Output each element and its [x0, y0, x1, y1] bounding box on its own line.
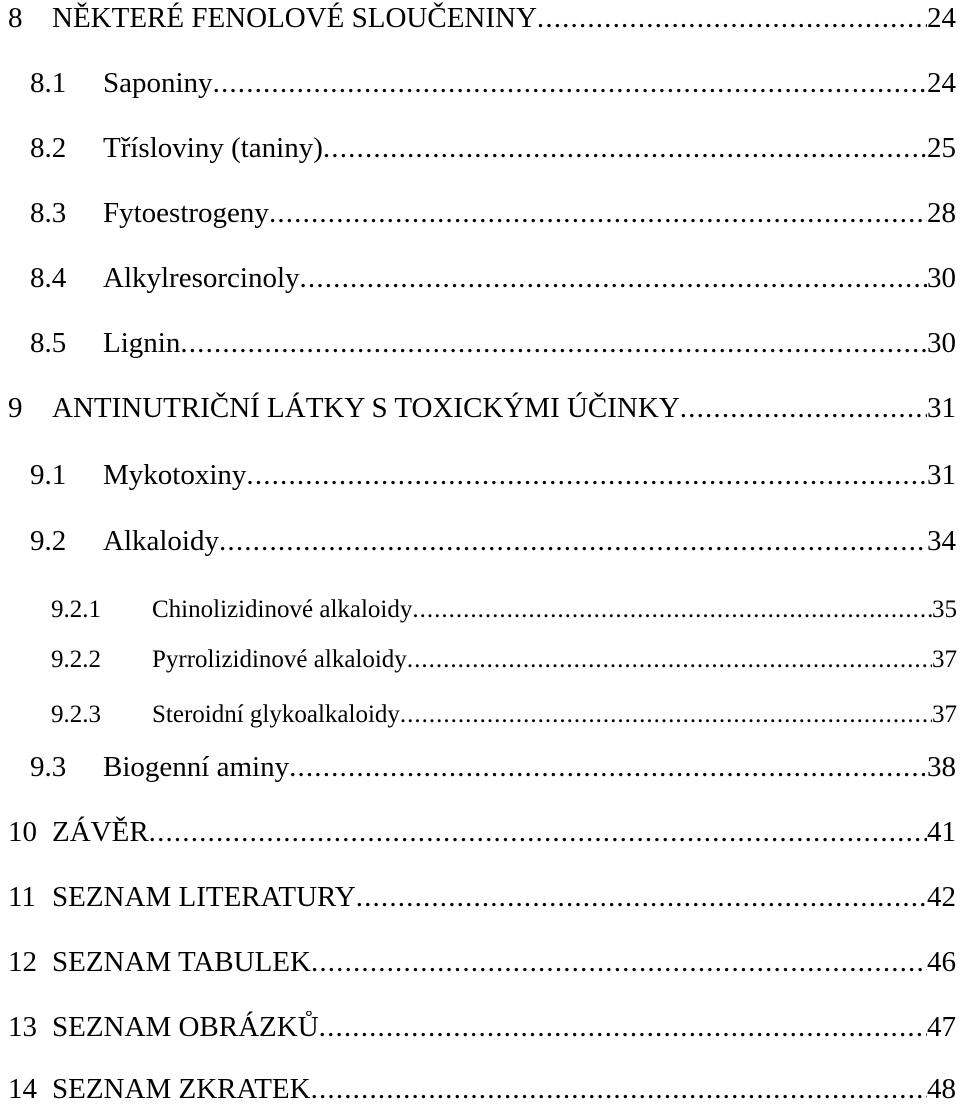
toc-entry-number: 9.3 — [30, 751, 67, 783]
toc-entry-13[interactable] — [0, 1011, 960, 1051]
toc-entry-title: ANTINUTRIČNÍ LÁTKY S TOXICKÝMI ÚČINKY — [52, 392, 680, 424]
toc-dot-leader — [319, 1011, 927, 1044]
toc-dot-leader — [407, 646, 932, 674]
toc-entry-8[interactable] — [0, 2, 960, 42]
toc-entry-page: 34 — [927, 525, 956, 557]
toc-dot-leader — [246, 459, 927, 492]
toc-entry-page: 25 — [927, 132, 956, 164]
toc-entry-8-4[interactable] — [0, 262, 960, 302]
toc-entry-page: 28 — [927, 197, 956, 229]
toc-entry-number: 8.1 — [30, 67, 67, 99]
toc-entry-title: Alkaloidy — [103, 525, 219, 557]
toc-entry-number: 10 — [8, 816, 37, 848]
toc-dot-leader — [400, 701, 932, 729]
toc-entry-number: 9 — [8, 392, 23, 424]
toc-dot-leader — [219, 525, 927, 558]
toc-dot-leader — [289, 751, 927, 784]
toc-entry-number: 12 — [8, 946, 37, 978]
toc-entry-9-2-2[interactable] — [0, 646, 960, 686]
toc-entry-title: ZÁVĚR — [52, 816, 149, 848]
toc-entry-number: 8 — [8, 2, 23, 34]
toc-entry-page: 31 — [927, 459, 956, 491]
toc-entry-title: Saponiny — [103, 67, 213, 99]
toc-dot-leader — [412, 596, 932, 624]
toc-entry-9-2[interactable] — [0, 525, 960, 565]
toc-entry-number: 14 — [8, 1073, 37, 1105]
toc-dot-leader — [323, 132, 927, 165]
toc-entry-title: Třísloviny (taniny) — [103, 132, 323, 164]
toc-entry-title: SEZNAM ZKRATEK — [52, 1073, 311, 1105]
toc-entry-title: Pyrrolizidinové alkaloidy — [152, 646, 407, 673]
toc-entry-title: Alkylresorcinoly — [103, 262, 300, 294]
toc-entry-8-5[interactable] — [0, 327, 960, 367]
toc-entry-page: 24 — [927, 2, 956, 34]
toc-entry-9-1[interactable] — [0, 459, 960, 499]
toc-dot-leader — [269, 197, 927, 230]
toc-entry-8-3[interactable] — [0, 197, 960, 237]
toc-entry-page: 48 — [927, 1073, 956, 1105]
toc-entry-number: 9.2.2 — [51, 646, 101, 673]
toc-entry-page: 46 — [927, 946, 956, 978]
toc-entry-11[interactable] — [0, 881, 960, 921]
toc-entry-9-2-1[interactable] — [0, 596, 960, 636]
toc-entry-number: 11 — [8, 881, 36, 913]
toc-dot-leader — [149, 816, 927, 849]
toc-entry-title: Mykotoxiny — [103, 459, 247, 491]
toc-entry-page: 38 — [927, 751, 956, 783]
toc-entry-number: 9.2.1 — [51, 596, 101, 623]
toc-entry-number: 9.2.3 — [51, 701, 101, 728]
toc-entry-page: 24 — [927, 67, 956, 99]
toc-dot-leader — [311, 1073, 927, 1106]
toc-entry-page: 30 — [927, 327, 956, 359]
toc-entry-page: 35 — [932, 596, 957, 623]
toc-entry-title: SEZNAM LITERATURY — [52, 881, 356, 913]
toc-entry-9-3[interactable] — [0, 751, 960, 791]
toc-entry-8-1[interactable] — [0, 67, 960, 107]
toc-dot-leader — [213, 67, 927, 100]
toc-entry-14[interactable] — [0, 1073, 960, 1113]
toc-entry-page: 41 — [927, 816, 956, 848]
toc-entry-page: 31 — [927, 392, 956, 424]
toc-entry-title: SEZNAM TABULEK — [52, 946, 311, 978]
toc-dot-leader — [311, 946, 927, 979]
toc-entry-title: NĚKTERÉ FENOLOVÉ SLOUČENINY — [52, 2, 537, 34]
toc-entry-number: 8.3 — [30, 197, 67, 229]
toc-entry-title: Fytoestrogeny — [103, 197, 269, 229]
toc-dot-leader — [180, 327, 927, 360]
toc-entry-9-2-3[interactable] — [0, 701, 960, 741]
toc-entry-page: 37 — [932, 646, 957, 673]
toc-dot-leader — [680, 392, 927, 425]
toc-entry-9[interactable] — [0, 392, 960, 432]
toc-entry-number: 8.2 — [30, 132, 67, 164]
toc-entry-number: 8.4 — [30, 262, 67, 294]
toc-entry-8-2[interactable] — [0, 132, 960, 172]
toc-entry-number: 9.1 — [30, 459, 67, 491]
toc-entry-title: Lignin — [103, 327, 181, 359]
toc-entry-number: 9.2 — [30, 525, 67, 557]
toc-entry-number: 8.5 — [30, 327, 67, 359]
toc-entry-title: Biogenní aminy — [103, 751, 290, 783]
toc-entry-page: 47 — [927, 1011, 956, 1043]
toc-dot-leader — [300, 262, 927, 295]
toc-entry-page: 37 — [932, 701, 957, 728]
toc-entry-number: 13 — [8, 1011, 37, 1043]
toc-entry-title: Steroidní glykoalkaloidy — [152, 701, 400, 728]
toc-dot-leader — [356, 881, 927, 914]
toc-entry-page: 30 — [927, 262, 956, 294]
toc-entry-10[interactable] — [0, 816, 960, 856]
toc-entry-title: Chinolizidinové alkaloidy — [152, 596, 413, 623]
toc-dot-leader — [537, 2, 927, 35]
toc-entry-12[interactable] — [0, 946, 960, 986]
toc-entry-title: SEZNAM OBRÁZKŮ — [52, 1011, 319, 1043]
toc-entry-page: 42 — [927, 881, 956, 913]
